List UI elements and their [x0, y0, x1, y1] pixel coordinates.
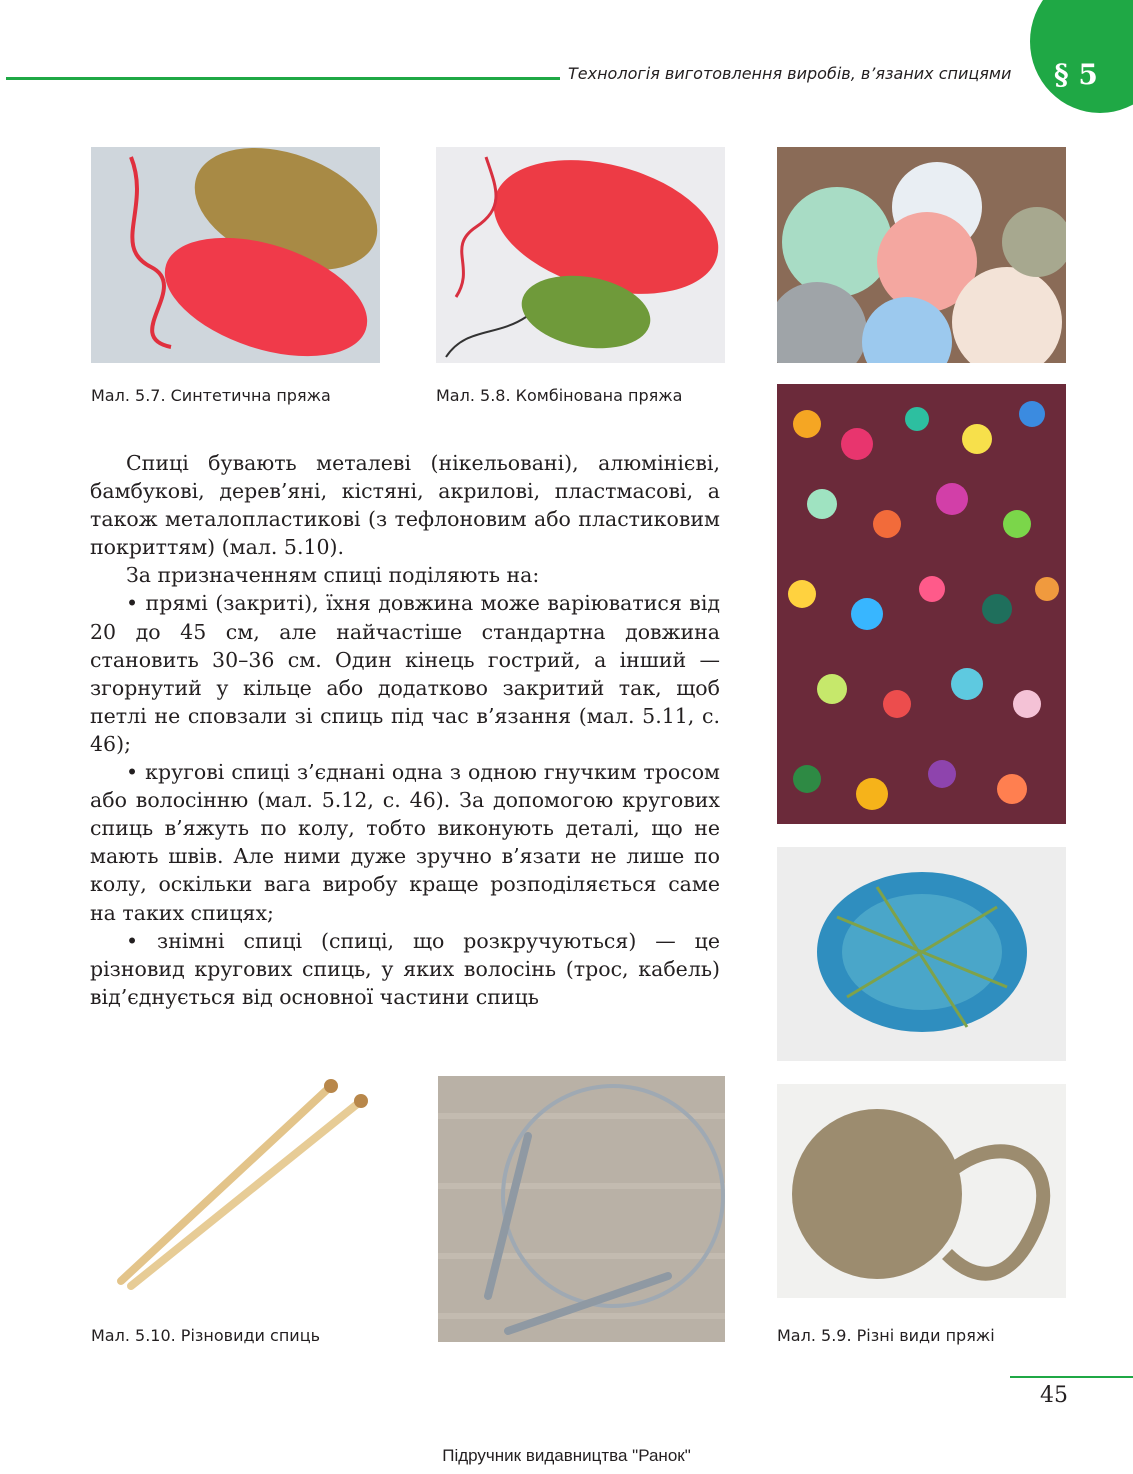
- section-number: § 5: [1054, 58, 1098, 91]
- page-number: 45: [1040, 1383, 1068, 1408]
- caption-fig-5-9: Мал. 5.9. Різні види пряжі: [777, 1326, 995, 1345]
- photo-circular-needles: [438, 1076, 725, 1342]
- caption-fig-5-7: Мал. 5.7. Синтетична пряжа: [91, 386, 331, 405]
- section-badge: [1030, 0, 1133, 113]
- paragraph: За призначенням спиці поділяють на:: [126, 563, 540, 588]
- header-rule: [6, 77, 560, 80]
- paragraph: • знімні спиці (спиці, що розкручуються) — це різновид кругових спиць, у яких волосінь (трос, кабель) від’єднується від основної частини спиць: [90, 928, 720, 1009]
- photo-boucle-yarn: [777, 1084, 1066, 1298]
- photo-ribbon-yarn: [777, 847, 1066, 1061]
- body-text: [90, 449, 720, 1011]
- photo-synthetic-yarn: [91, 147, 380, 363]
- caption-fig-5-10: Мал. 5.10. Різновиди спиць: [91, 1326, 321, 1345]
- paragraph: Спиці бувають металеві (нікельовані), алюмінієві, бамбукові, дерев’яні, кістяні, акрилові, пластмасові, а також металопластикові (з тефлоновим або пластиковим покриттям) (мал. 5.10).: [90, 451, 720, 560]
- footer-rule: [1010, 1376, 1133, 1378]
- photo-chunky-yarn-balls: [777, 147, 1066, 363]
- paragraph: • прямі (закриті), їхня довжина може варіюватися від 20 до 45 см, але найчастіше стандартна довжина становить 30–36 см. Один кінець гострий, а інший — згорнутий у кільце або додатково закритий так, щоб петлі не сповзали зі спиць під час в’язання (мал. 5.11, с. 46);: [90, 591, 720, 756]
- publisher-note: Підручник видавництва "Ранок": [442, 1446, 691, 1465]
- paragraph: • кругові спиці з’єднані одна з одною гнучким тросом або волосінню (мал. 5.12, с. 46). За допомогою кругових спиць в’яжуть по колу, тобто виконують деталі, що не мають швів. Але ними дуже зручно в’язати не лише по колу, оскільки вага виробу краще розподіляється саме на таких спицях;: [90, 760, 720, 925]
- photo-pompom-yarn: [777, 384, 1066, 824]
- photo-combined-yarn: [436, 147, 725, 363]
- chapter-title: Технологія виготовлення виробів, в’язаних спицями: [568, 64, 1012, 83]
- caption-fig-5-8: Мал. 5.8. Комбінована пряжа: [436, 386, 683, 405]
- photo-straight-needles: [91, 1076, 380, 1290]
